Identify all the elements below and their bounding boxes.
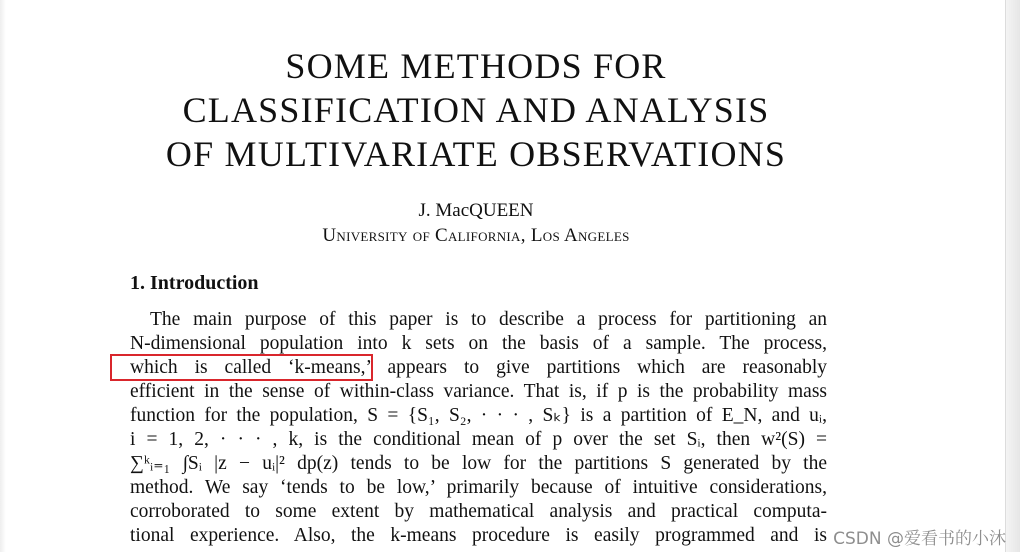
author-name: J. MacQUEEN bbox=[418, 200, 534, 221]
paragraph-line: i = 1, 2, · · · , k, is the conditional mean of p over the set Sᵢ, then w²(S) = bbox=[130, 429, 827, 450]
paper-title bbox=[0, 44, 952, 176]
paragraph-line: which is called ‘k-means,’ appears to give partitions which are reasonably bbox=[130, 357, 827, 378]
paragraph-line: corroborated to some extent by mathematical analysis and practical computa- bbox=[130, 501, 827, 522]
paragraph-line: tional experience. Also, the k-means procedure is easily programmed and is bbox=[130, 525, 827, 546]
author-affiliation: University of California, Los Angeles bbox=[322, 225, 630, 246]
viewer-right-gutter bbox=[1005, 0, 1020, 552]
paragraph-line: method. We say ‘tends to be low,’ primarily because of intuitive considerations, bbox=[130, 477, 827, 498]
introduction-paragraph bbox=[130, 308, 827, 548]
paragraph-line: efficient in the sense of within-class variance. That is, if p is the probability mass bbox=[130, 381, 827, 402]
title-line-1: SOME METHODS FOR bbox=[285, 46, 667, 86]
title-line-3: OF MULTIVARIATE OBSERVATIONS bbox=[165, 134, 787, 174]
paragraph-line: N-dimensional population into k sets on the basis of a sample. The process, bbox=[130, 333, 827, 354]
paragraph-line: The main purpose of this paper is to describe a process for partitioning an bbox=[150, 309, 827, 330]
title-line-2: CLASSIFICATION AND ANALYSIS bbox=[182, 90, 770, 130]
paragraph-line: ∑ᵏᵢ₌₁ ∫Sᵢ |z − uᵢ|² dp(z) tends to be low for the partitions S generated by the bbox=[130, 453, 827, 474]
k-means-highlight-box bbox=[110, 354, 373, 381]
paragraph-line: function for the population, S = {S₁, S₂, · · · , Sₖ} is a partition of E_N, and uᵢ, bbox=[130, 405, 827, 426]
watermark-text: CSDN @爱看书的小沐 bbox=[833, 529, 1006, 549]
section-heading: 1. Introduction bbox=[130, 272, 259, 294]
